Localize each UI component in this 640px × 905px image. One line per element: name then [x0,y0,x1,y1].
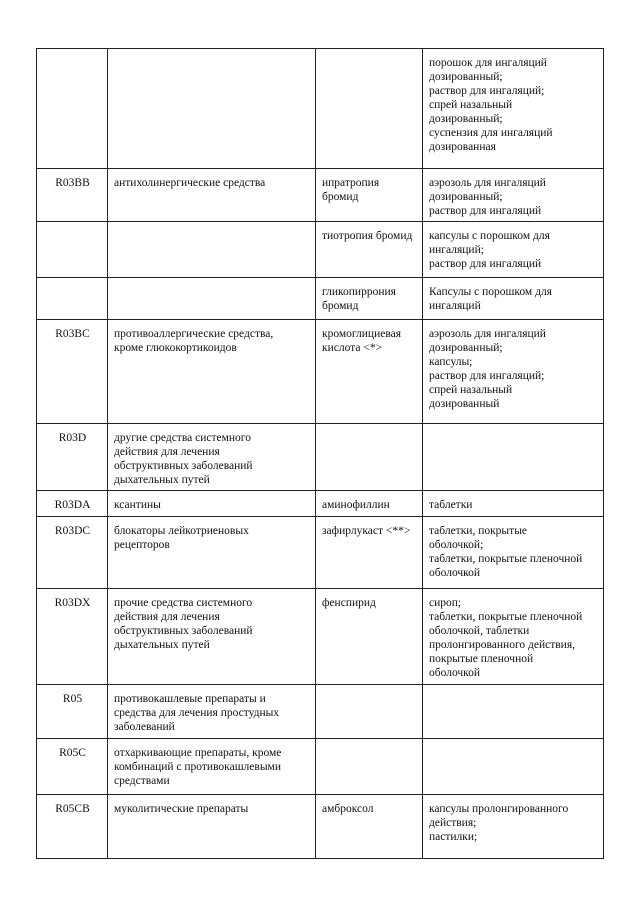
pharmacological-group-cell [108,491,316,517]
cell-text-line: амброксол [322,803,374,815]
cell-text-line: аминофиллин [322,499,390,511]
cell-text-line: оболочкой [429,567,481,579]
cell-text-line: раствор для ингаляций [429,258,542,270]
active-substance-cell [316,795,423,859]
pharmacological-group-cell [108,169,316,222]
cell-text-line: противоаллергические средства, [114,328,274,340]
table-row [37,222,604,278]
cell-text-line: фенспирид [322,597,376,609]
cell-text-line: капсулы; [429,356,473,368]
table-row [37,795,604,859]
cell-text-line: другие средства системного [114,432,251,444]
table-row [37,49,604,169]
cell-text-line: дозированный [429,398,500,410]
atc-code-cell: R03BB [37,169,108,222]
atc-code-cell: R05C [37,739,108,795]
pharmacological-group-cell [108,739,316,795]
active-substance-cell [316,278,423,320]
cell-text-line: капсулы с порошком для [429,230,550,242]
cell-text-line: обструктивных заболеваний [114,625,253,637]
cell-text-line: пастилки; [429,831,478,843]
atc-code-cell: R05 [37,685,108,739]
cell-text-line: таблетки, покрытые пленочной [429,553,583,565]
atc-code-cell: R03BC [37,320,108,424]
table-row [37,739,604,795]
atc-code-cell: R03DX [37,589,108,685]
cell-text-line: оболочкой, таблетки [429,625,530,637]
active-substance-cell [316,320,423,424]
cell-text-line: пролонгированного действия, [429,639,576,651]
cell-text-line: дыхательных путей [114,639,210,651]
cell-text-line: покрытые пленочной [429,653,534,665]
cell-text-line: кислота <*> [322,342,383,354]
cell-text-line: спрей назальный [429,99,513,111]
cell-text-line: действия для лечения [114,611,220,623]
cell-text-line: блокаторы лейкотриеновых [114,525,249,537]
pharmacological-group-cell [108,424,316,491]
dosage-forms-cell [423,222,604,278]
pharmacological-group-cell [108,795,316,859]
active-substance-cell [316,739,423,795]
active-substance-cell [316,491,423,517]
cell-text-line: порошок для ингаляций [429,57,547,69]
dosage-forms-cell [423,685,604,739]
active-substance-cell [316,49,423,169]
cell-text-line: ингаляций; [429,244,484,256]
cell-text-line: действия; [429,817,477,829]
cell-text-line: ингаляций [429,300,481,312]
dosage-forms-cell [423,169,604,222]
active-substance-cell [316,169,423,222]
pharmacological-group-cell [108,320,316,424]
table-row [37,491,604,517]
active-substance-cell [316,222,423,278]
dosage-forms-cell [423,278,604,320]
dosage-forms-cell [423,795,604,859]
table-row [37,278,604,320]
cell-text-line: бромид [322,300,359,312]
atc-code-cell [37,278,108,320]
cell-text-line: кроме глюкокортикоидов [114,342,237,354]
active-substance-cell [316,685,423,739]
cell-text-line: раствор для ингаляций; [429,370,545,382]
dosage-forms-cell [423,424,604,491]
pharmacological-group-cell [108,589,316,685]
cell-text-line: спрей назальный [429,384,513,396]
cell-text-line: средства для лечения простудных [114,707,280,719]
cell-text-line: аэрозоль для ингаляций [429,328,546,340]
cell-text-line: дозированный; [429,342,503,354]
dosage-forms-cell [423,320,604,424]
cell-text-line: дозированный; [429,113,503,125]
pharmacological-group-cell [108,278,316,320]
cell-text-line: противокашлевые препараты и [114,693,266,705]
active-substance-cell [316,589,423,685]
cell-text-line: отхаркивающие препараты, кроме [114,747,282,759]
cell-text-line: обструктивных заболеваний [114,460,253,472]
cell-text-line: ксантины [114,499,161,511]
table-body [37,49,604,859]
cell-text-line: раствор для ингаляций [429,205,542,217]
table-row [37,169,604,222]
cell-text-line: дыхательных путей [114,474,210,486]
dosage-forms-cell [423,49,604,169]
dosage-forms-cell [423,517,604,589]
cell-text-line: кромоглициевая [322,328,402,340]
pharmacological-group-cell [108,685,316,739]
cell-text-line: таблетки [429,499,473,511]
cell-text-line: таблетки, покрытые [429,525,528,537]
table-row [37,320,604,424]
cell-text-line: комбинаций с противокашлевыми [114,761,281,773]
cell-text-line: действия для лечения [114,446,220,458]
atc-code-cell [37,49,108,169]
cell-text-line: прочие средства системного [114,597,253,609]
cell-text-line: зафирлукаст <**> [322,525,411,537]
atc-code-cell [37,222,108,278]
cell-text-line: гликопиррония [322,286,396,298]
dosage-forms-cell [423,739,604,795]
dosage-forms-cell [423,589,604,685]
cell-text-line: средствами [114,775,170,787]
cell-text-line: Капсулы с порошком для [429,286,552,298]
table-row [37,685,604,739]
cell-text-line: дозированный; [429,191,503,203]
drug-classification-table [36,48,604,859]
dosage-forms-cell [423,491,604,517]
table-row [37,517,604,589]
atc-code-cell: R03DC [37,517,108,589]
cell-text-line: суспензия для ингаляций [429,127,553,139]
atc-code-cell: R05CB [37,795,108,859]
cell-text-line: оболочкой; [429,539,484,551]
cell-text-line: раствор для ингаляций; [429,85,545,97]
cell-text-line: муколитические препараты [114,803,249,815]
active-substance-cell [316,517,423,589]
cell-text-line: аэрозоль для ингаляций [429,177,546,189]
cell-text-line: антихолинергические средства [114,177,266,189]
cell-text-line: бромид [322,191,359,203]
cell-text-line: дозированная [429,141,496,153]
atc-code-cell: R03DA [37,491,108,517]
cell-text-line: таблетки, покрытые пленочной [429,611,583,623]
cell-text-line: заболеваний [114,721,175,733]
cell-text-line: дозированный; [429,71,503,83]
active-substance-cell [316,424,423,491]
cell-text-line: капсулы пролонгированного [429,803,569,815]
pharmacological-group-cell [108,49,316,169]
atc-code-cell: R03D [37,424,108,491]
cell-text-line: сироп; [429,597,462,609]
pharmacological-group-cell [108,222,316,278]
pharmacological-group-cell [108,517,316,589]
table-row [37,589,604,685]
cell-text-line: ипратропия [322,177,380,189]
cell-text-line: рецепторов [114,539,170,551]
cell-text-line: оболочкой [429,667,481,679]
table-row [37,424,604,491]
cell-text-line: тиотропия бромид [322,230,413,242]
